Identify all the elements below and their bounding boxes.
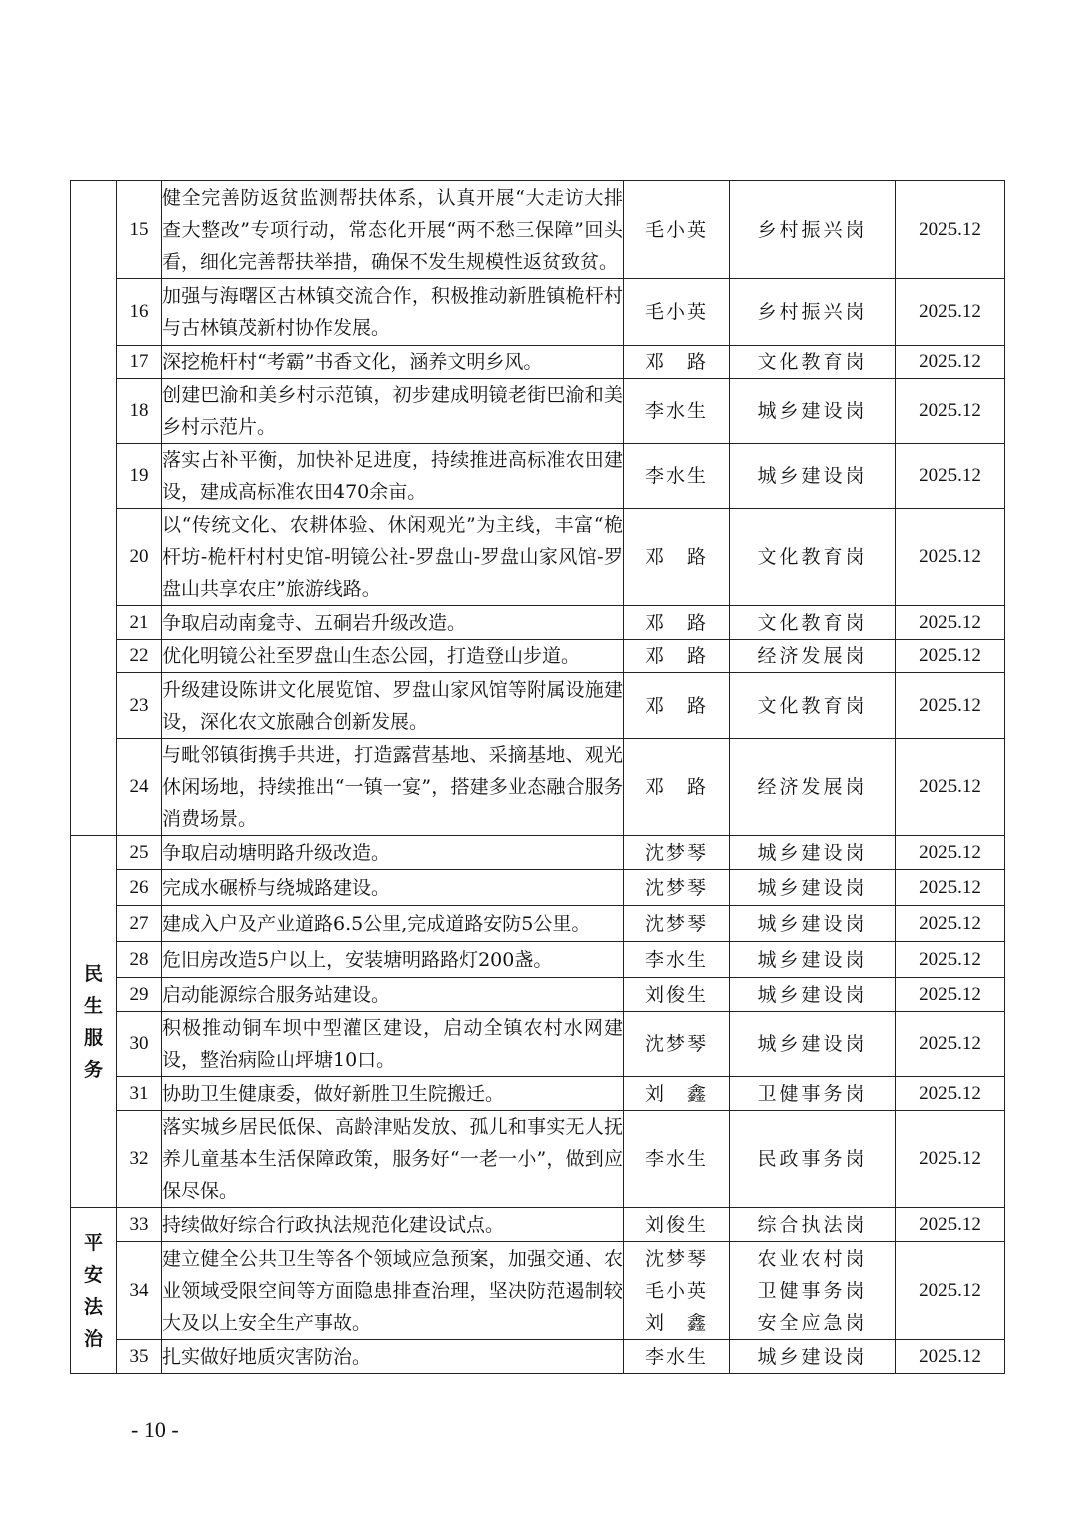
- table-row: [71, 1077, 1005, 1111]
- table-row: [71, 673, 1005, 739]
- table-row: [71, 870, 1005, 906]
- task-description: 落实城乡居民低保、高龄津贴发放、孤儿和事实无人抚养儿童基本生活保障政策，服务好“一老一小”，做到应保尽保。: [162, 1111, 624, 1208]
- category-label: 民生服务: [83, 962, 103, 1081]
- responsible-person: 沈梦琴: [644, 876, 708, 899]
- responsible-post: 城乡建设岗: [757, 983, 868, 1006]
- responsible-post: 城乡建设岗: [757, 841, 868, 864]
- row-number: 29: [117, 978, 162, 1012]
- responsible-post: 农业农村岗: [757, 1247, 868, 1270]
- table-row: [71, 1208, 1005, 1242]
- table-row: [71, 942, 1005, 978]
- deadline: 2025.12: [896, 1111, 1005, 1208]
- row-number: 16: [117, 279, 162, 346]
- responsible-person: 李水生: [644, 1345, 708, 1368]
- deadline: 2025.12: [896, 379, 1005, 444]
- responsible-person-cell: [624, 1208, 730, 1242]
- row-number: 26: [117, 870, 162, 906]
- table-row: [71, 1242, 1005, 1340]
- responsible-person-cell: [624, 906, 730, 942]
- responsible-post-cell: [730, 1242, 896, 1340]
- responsible-post-cell: [730, 836, 896, 870]
- responsible-person-cell: [624, 606, 730, 640]
- responsible-person-cell: [624, 346, 730, 379]
- responsible-post: 文化教育岗: [757, 351, 868, 373]
- responsible-post-cell: [730, 346, 896, 379]
- responsible-person-cell: [624, 279, 730, 346]
- deadline: 2025.12: [896, 1077, 1005, 1111]
- responsible-post: 安全应急岗: [757, 1311, 868, 1334]
- row-number: 19: [117, 444, 162, 509]
- category-cell: [71, 1208, 117, 1374]
- responsible-person: 刘 鑫: [644, 1311, 708, 1334]
- table-row: [71, 509, 1005, 606]
- responsible-person: 李水生: [644, 400, 708, 422]
- row-number: 20: [117, 509, 162, 606]
- task-description: 启动能源综合服务站建设。: [162, 978, 624, 1012]
- row-number: 28: [117, 942, 162, 978]
- responsible-person: 邓 路: [644, 645, 708, 667]
- table-row: [71, 1340, 1005, 1374]
- responsible-person: 刘俊生: [644, 983, 708, 1006]
- responsible-post: 民政事务岗: [757, 1148, 868, 1170]
- responsible-post-cell: [730, 1077, 896, 1111]
- responsible-person-cell: [624, 978, 730, 1012]
- row-number: 24: [117, 739, 162, 836]
- deadline: 2025.12: [896, 942, 1005, 978]
- responsible-post: 城乡建设岗: [757, 948, 868, 971]
- deadline: 2025.12: [896, 1242, 1005, 1340]
- responsible-post: 城乡建设岗: [757, 465, 868, 487]
- responsible-post: 城乡建设岗: [757, 912, 868, 935]
- deadline: 2025.12: [896, 346, 1005, 379]
- table-row: [71, 978, 1005, 1012]
- row-number: 21: [117, 606, 162, 640]
- responsible-person: 毛小英: [644, 218, 708, 241]
- task-description: 创建巴渝和美乡村示范镇，初步建成明镜老街巴渝和美乡村示范片。: [162, 379, 624, 444]
- responsible-person: 李水生: [644, 1148, 708, 1170]
- responsible-post-cell: [730, 978, 896, 1012]
- responsible-person: 刘俊生: [644, 1213, 708, 1236]
- responsible-person-cell: [624, 640, 730, 673]
- task-description: 深挖桅杆村“考霸”书香文化，涵养文明乡风。: [162, 346, 624, 379]
- row-number: 18: [117, 379, 162, 444]
- responsible-person: 邓 路: [644, 546, 708, 568]
- responsible-person-cell: [624, 1242, 730, 1340]
- responsible-post: 城乡建设岗: [757, 876, 868, 899]
- responsible-person-cell: [624, 673, 730, 739]
- responsible-post: 卫健事务岗: [757, 1279, 868, 1302]
- task-description: 以“传统文化、农耕体验、休闲观光”为主线，丰富“桅杆坊-桅杆村村史馆-明镜公社-罗盘山-罗盘山家风馆-罗盘山共享农庄”旅游线路。: [162, 509, 624, 606]
- responsible-person: 沈梦琴: [644, 912, 708, 935]
- responsible-person-cell: [624, 379, 730, 444]
- responsible-post-cell: [730, 1208, 896, 1242]
- table-row: [71, 906, 1005, 942]
- responsible-person: 邓 路: [644, 351, 708, 373]
- task-description: 争取启动塘明路升级改造。: [162, 836, 624, 870]
- responsible-post-cell: [730, 673, 896, 739]
- responsible-person-cell: [624, 181, 730, 279]
- responsible-post-cell: [730, 1340, 896, 1374]
- responsible-post-cell: [730, 870, 896, 906]
- task-description: 建立健全公共卫生等各个领域应急预案，加强交通、农业领域受限空间等方面隐患排查治理，坚决防范遏制较大及以上安全生产事故。: [162, 1242, 624, 1340]
- responsible-post: 文化教育岗: [757, 694, 868, 717]
- task-description: 持续做好综合行政执法规范化建设试点。: [162, 1208, 624, 1242]
- deadline: 2025.12: [896, 606, 1005, 640]
- responsible-person-cell: [624, 1012, 730, 1077]
- responsible-person: 沈梦琴: [644, 1247, 708, 1270]
- responsible-person: 毛小英: [644, 1279, 708, 1302]
- responsible-post: 城乡建设岗: [757, 400, 868, 422]
- row-number: 27: [117, 906, 162, 942]
- deadline: 2025.12: [896, 739, 1005, 836]
- task-description: 优化明镜公社至罗盘山生态公园，打造登山步道。: [162, 640, 624, 673]
- responsible-post: 乡村振兴岗: [757, 301, 868, 323]
- responsible-person-cell: [624, 509, 730, 606]
- responsible-person: 李水生: [644, 948, 708, 971]
- row-number: 25: [117, 836, 162, 870]
- task-description: 落实占补平衡，加快补足进度，持续推进高标准农田建设，建成高标准农田470余亩。: [162, 444, 624, 509]
- responsible-post-cell: [730, 1111, 896, 1208]
- responsible-post-cell: [730, 509, 896, 606]
- task-description: 协助卫生健康委，做好新胜卫生院搬迁。: [162, 1077, 624, 1111]
- row-number: 35: [117, 1340, 162, 1374]
- task-table: [70, 180, 1005, 1374]
- row-number: 32: [117, 1111, 162, 1208]
- responsible-person-cell: [624, 739, 730, 836]
- responsible-post-cell: [730, 1012, 896, 1077]
- responsible-person-cell: [624, 1077, 730, 1111]
- responsible-person: 沈梦琴: [644, 841, 708, 864]
- responsible-post: 文化教育岗: [757, 611, 868, 634]
- responsible-post-cell: [730, 606, 896, 640]
- responsible-post-cell: [730, 181, 896, 279]
- responsible-person-cell: [624, 444, 730, 509]
- task-description: 争取启动南龛寺、五硐岩升级改造。: [162, 606, 624, 640]
- responsible-person: 李水生: [644, 465, 708, 487]
- responsible-post: 城乡建设岗: [757, 1033, 868, 1055]
- task-description: 危旧房改造5户以上，安装塘明路路灯200盏。: [162, 942, 624, 978]
- task-description: 与毗邻镇街携手共进，打造露营基地、采摘基地、观光休闲场地，持续推出“一镇一宴”，搭建多业态融合服务消费场景。: [162, 739, 624, 836]
- responsible-person-cell: [624, 1340, 730, 1374]
- responsible-post: 经济发展岗: [757, 645, 868, 667]
- responsible-post-cell: [730, 444, 896, 509]
- table-row: [71, 739, 1005, 836]
- responsible-person: 邓 路: [644, 611, 708, 634]
- deadline: 2025.12: [896, 836, 1005, 870]
- table-row: [71, 606, 1005, 640]
- responsible-post-cell: [730, 279, 896, 346]
- category-label: 平安法治: [83, 1231, 103, 1350]
- deadline: 2025.12: [896, 1208, 1005, 1242]
- responsible-person-cell: [624, 870, 730, 906]
- row-number: 30: [117, 1012, 162, 1077]
- responsible-post-cell: [730, 906, 896, 942]
- responsible-person-cell: [624, 836, 730, 870]
- responsible-post: 经济发展岗: [757, 776, 868, 798]
- deadline: 2025.12: [896, 509, 1005, 606]
- deadline: 2025.12: [896, 906, 1005, 942]
- task-description: 健全完善防返贫监测帮扶体系，认真开展“大走访大排查大整改”专项行动，常态化开展“两不愁三保障”回头看，细化完善帮扶举措，确保不发生规模性返贫致贫。: [162, 181, 624, 279]
- category-cell: [71, 836, 117, 1208]
- deadline: 2025.12: [896, 279, 1005, 346]
- deadline: 2025.12: [896, 673, 1005, 739]
- responsible-person: 沈梦琴: [644, 1033, 708, 1055]
- table-row: [71, 1111, 1005, 1208]
- responsible-person-cell: [624, 942, 730, 978]
- responsible-person: 毛小英: [644, 301, 708, 323]
- table-row: [71, 346, 1005, 379]
- deadline: 2025.12: [896, 640, 1005, 673]
- responsible-person: 邓 路: [644, 694, 708, 717]
- table-row: [71, 279, 1005, 346]
- task-description: 积极推动铜车坝中型灌区建设，启动全镇农村水网建设，整治病险山坪塘10口。: [162, 1012, 624, 1077]
- row-number: 15: [117, 181, 162, 279]
- row-number: 31: [117, 1077, 162, 1111]
- responsible-person: 刘 鑫: [644, 1082, 708, 1105]
- deadline: 2025.12: [896, 1340, 1005, 1374]
- responsible-person-cell: [624, 1111, 730, 1208]
- responsible-post-cell: [730, 942, 896, 978]
- responsible-post: 卫健事务岗: [757, 1082, 868, 1105]
- responsible-post: 文化教育岗: [757, 546, 868, 568]
- page-number: - 10 -: [131, 1417, 179, 1442]
- task-table-body: [71, 181, 1005, 1374]
- task-description: 完成水碾桥与绕城路建设。: [162, 870, 624, 906]
- table-row: [71, 181, 1005, 279]
- row-number: 23: [117, 673, 162, 739]
- responsible-post-cell: [730, 379, 896, 444]
- row-number: 34: [117, 1242, 162, 1340]
- task-description: 扎实做好地质灾害防治。: [162, 1340, 624, 1374]
- deadline: 2025.12: [896, 1012, 1005, 1077]
- task-description: 建成入户及产业道路6.5公里,完成道路安防5公里。: [162, 906, 624, 942]
- responsible-person: 邓 路: [644, 776, 708, 798]
- row-number: 33: [117, 1208, 162, 1242]
- category-cell: [71, 181, 117, 836]
- table-row: [71, 444, 1005, 509]
- responsible-post-cell: [730, 640, 896, 673]
- deadline: 2025.12: [896, 870, 1005, 906]
- table-row: [71, 379, 1005, 444]
- deadline: 2025.12: [896, 181, 1005, 279]
- task-description: 加强与海曙区古林镇交流合作，积极推动新胜镇桅杆村与古林镇茂新村协作发展。: [162, 279, 624, 346]
- table-row: [71, 1012, 1005, 1077]
- table-row: [71, 640, 1005, 673]
- row-number: 22: [117, 640, 162, 673]
- responsible-post: 城乡建设岗: [757, 1345, 868, 1368]
- row-number: 17: [117, 346, 162, 379]
- deadline: 2025.12: [896, 444, 1005, 509]
- table-row: [71, 836, 1005, 870]
- responsible-post: 综合执法岗: [757, 1213, 868, 1236]
- task-description: 升级建设陈讲文化展览馆、罗盘山家风馆等附属设施建设，深化农文旅融合创新发展。: [162, 673, 624, 739]
- responsible-post: 乡村振兴岗: [757, 218, 868, 241]
- responsible-post-cell: [730, 739, 896, 836]
- deadline: 2025.12: [896, 978, 1005, 1012]
